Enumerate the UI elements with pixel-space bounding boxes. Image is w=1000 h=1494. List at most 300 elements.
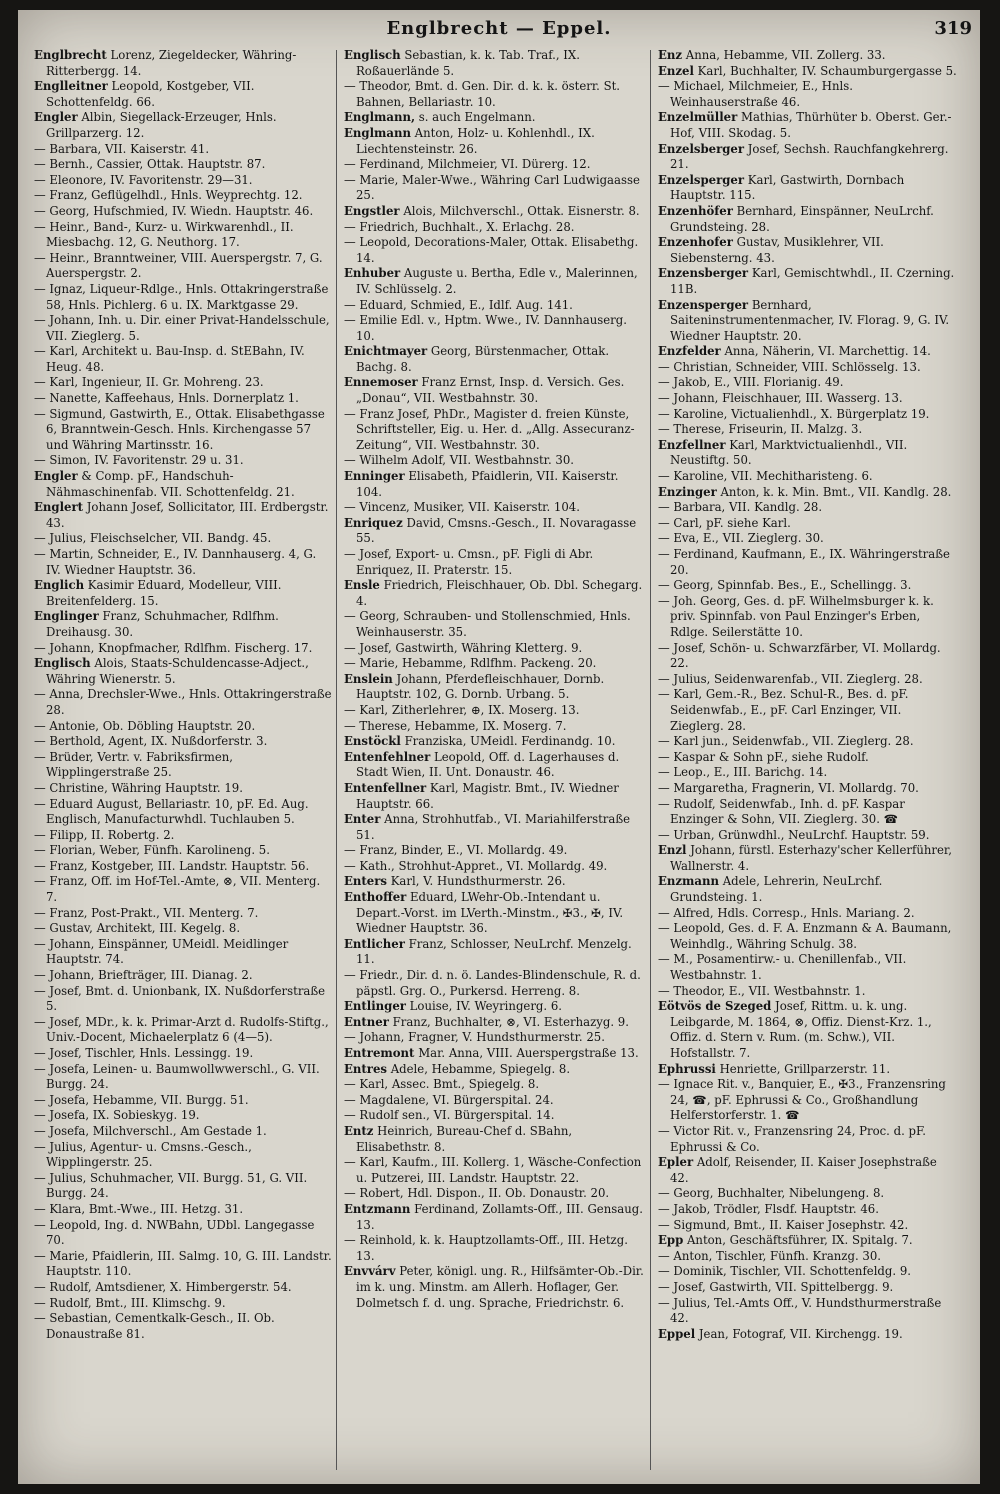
entry-text: — Johann, Briefträger, III. Dianag. 2. xyxy=(34,968,253,983)
entry-text: Louise, IV. Weyringerg. 6. xyxy=(409,999,562,1014)
entry-text: Franz, Buchhalter, ⊗, VI. Esterhazyg. 9. xyxy=(392,1014,629,1029)
entry-text: — Christian, Schneider, VIII. Schlösselg. 13. xyxy=(658,359,921,374)
directory-entry xyxy=(658,1155,958,1186)
entry-surname: Engstler xyxy=(344,203,400,218)
directory-entry xyxy=(344,407,644,454)
directory-entry xyxy=(34,1296,334,1312)
entry-text: — Karl jun., Seidenwfab., VII. Zieglerg. 28. xyxy=(658,734,914,749)
entry-text: Anton, Geschäftsführer, IX. Spitalg. 7. xyxy=(686,1233,913,1248)
directory-entry xyxy=(34,1218,334,1249)
directory-entry xyxy=(344,719,644,735)
entry-text: Jean, Fotograf, VII. Kirchengg. 19. xyxy=(698,1326,903,1341)
entry-surname: Entzmann xyxy=(344,1201,411,1216)
directory-entry xyxy=(34,1108,334,1124)
directory-entry xyxy=(658,110,958,141)
directory-entry xyxy=(34,984,334,1015)
directory-entry xyxy=(34,1280,334,1296)
entry-text: — Karl, Ingenieur, II. Gr. Mohreng. 23. xyxy=(34,375,264,390)
directory-entry xyxy=(658,781,958,797)
entry-text: — Rudolf, Bmt., III. Klimschg. 9. xyxy=(34,1295,226,1310)
entry-text: Bernhard, Einspänner, NeuLrchf. Grundsteing. 28. xyxy=(670,203,934,234)
entry-text: Karl, Gemischtwhdl., II. Czerning. 11B. xyxy=(670,266,955,296)
directory-entry xyxy=(34,921,334,937)
directory-entry xyxy=(658,48,958,64)
entry-text: — Eva, E., VII. Zieglerg. 30. xyxy=(658,531,824,546)
directory-entry xyxy=(344,609,644,640)
entry-text: — Ferdinand, Kaufmann, E., IX. Währingerstraße 20. xyxy=(658,547,950,577)
directory-entry xyxy=(34,734,334,750)
directory-entry xyxy=(34,453,334,469)
directory-entry xyxy=(34,1202,334,1218)
entry-surname: Enzel xyxy=(658,63,694,78)
directory-entry xyxy=(34,188,334,204)
entry-text: Friedrich, Fleischhauer, Ob. Dbl. Schegarg. 4. xyxy=(356,578,643,608)
directory-entry xyxy=(658,750,958,766)
entry-surname: Enzfellner xyxy=(658,437,726,452)
directory-entry xyxy=(344,1062,644,1078)
directory-entry xyxy=(658,984,958,1000)
entry-text: — Johann, Einspänner, UMeidl. Meidlinger Hauptstr. 74. xyxy=(34,936,289,967)
entry-text: Johann Josef, Sollicitator, III. Erdbergstr. 43. xyxy=(46,500,329,530)
directory-entry xyxy=(344,1046,644,1062)
directory-entry xyxy=(658,547,958,578)
entry-surname: Ephrussi xyxy=(658,1061,716,1076)
entry-text: — Florian, Weber, Fünfh. Karolineng. 5. xyxy=(34,843,270,858)
directory-entry xyxy=(34,828,334,844)
directory-entry xyxy=(344,890,644,937)
entry-text: & Comp. pF., Handschuh-Nähmaschinenfab. VII. Schottenfeldg. 21. xyxy=(46,469,295,499)
entry-text: — Georg, Buchhalter, Nibelungeng. 8. xyxy=(658,1186,885,1201)
entry-text: — Karl, Architekt u. Bau-Insp. d. StEBahn, IV. Heug. 48. xyxy=(34,344,305,374)
entry-text: Karl, Buchhalter, IV. Schaumburgergasse 5. xyxy=(697,63,957,78)
directory-entry xyxy=(658,828,958,844)
directory-entry xyxy=(344,79,644,110)
directory-entry xyxy=(34,282,334,313)
entry-surname: Enzelmüller xyxy=(658,110,738,125)
entry-surname: Englleitner xyxy=(34,79,108,94)
directory-entry xyxy=(34,344,334,375)
entry-text: — Theodor, Bmt. d. Gen. Dir. d. k. k. österr. St. Bahnen, Bellariastr. 10. xyxy=(344,79,621,109)
directory-entry xyxy=(344,298,644,314)
entry-text: — Martin, Schneider, E., IV. Dannhauserg. 4, G. IV. Wiedner Hauptstr. 36. xyxy=(34,547,317,577)
entry-text: — Brüder, Vertr. v. Fabriksfirmen, Wipplingerstraße 25. xyxy=(34,749,233,780)
entry-text: — Georg, Schrauben- und Stollenschmied, Hnls. Weinhauserstr. 35. xyxy=(344,609,631,639)
directory-entry xyxy=(34,1171,334,1202)
directory-entry xyxy=(344,547,644,578)
directory-entry xyxy=(344,375,644,406)
entry-surname: Entner xyxy=(344,1014,389,1029)
directory-entry xyxy=(344,1108,644,1124)
entry-text: — Friedrich, Buchhalt., X. Erlachg. 28. xyxy=(344,219,575,234)
directory-entry xyxy=(344,937,644,968)
directory-entry xyxy=(34,750,334,781)
entry-text: — M., Posamentirw.- u. Chenillenfab., VII. Westbahnstr. 1. xyxy=(658,952,907,983)
directory-entry xyxy=(658,407,958,423)
directory-entry xyxy=(344,812,644,843)
entry-text: — Josef, Tischler, Hnls. Lessingg. 19. xyxy=(34,1046,254,1060)
entry-surname: Englmann xyxy=(344,125,411,140)
directory-entry xyxy=(658,344,958,360)
directory-entry xyxy=(344,1202,644,1233)
entry-text: David, Cmsns.-Gesch., II. Novaragasse 55. xyxy=(356,515,637,546)
directory-entry xyxy=(658,391,958,407)
directory-entry xyxy=(658,921,958,952)
entry-text: — Franz Josef, PhDr., Magister d. freien Künste, Schriftsteller, Eig. u. Her. d. „Allg. Assecuranz-Zeitung“, VII. Westbahnstr. 30. xyxy=(344,406,635,452)
directory-entry xyxy=(658,1062,958,1078)
entry-text: Franziska, UMeidl. Ferdinandg. 10. xyxy=(404,734,616,749)
directory-entry xyxy=(658,422,958,438)
directory-entry xyxy=(34,641,334,657)
directory-entry xyxy=(658,797,958,828)
entry-text: — Josef, Export- u. Cmsn., pF. Figli di Abr. Enriquez, II. Praterstr. 15. xyxy=(344,547,594,577)
entry-text: — Eduard, Schmied, E., Idlf. Aug. 141. xyxy=(344,297,573,312)
directory-entry xyxy=(34,859,334,875)
entry-text: — Leopold, Ges. d. F. A. Enzmann & A. Baumann, Weinhdlg., Währing Schulg. 38. xyxy=(658,921,952,951)
entry-text: — Sigmund, Bmt., II. Kaiser Josephstr. 42. xyxy=(658,1217,909,1232)
directory-entry xyxy=(658,142,958,173)
directory-entry xyxy=(658,843,958,874)
directory-entry xyxy=(658,485,958,501)
entry-text: s. auch Engelmann. xyxy=(418,110,536,125)
directory-entry xyxy=(344,266,644,297)
entry-text: — Marie, Pfaidlerin, III. Salmg. 10, G. III. Landstr. Hauptstr. 110. xyxy=(34,1248,332,1279)
entry-surname: Eötvös de Szeged xyxy=(658,999,772,1014)
directory-entry xyxy=(344,1186,644,1202)
directory-entry xyxy=(34,1046,334,1062)
entry-text: — Marie, Maler-Wwe., Währing Carl Ludwigaasse 25. xyxy=(344,172,640,203)
directory-entry xyxy=(34,391,334,407)
entry-text: Karl, Gastwirth, Dornbach Hauptstr. 115. xyxy=(670,172,905,203)
directory-entry xyxy=(34,313,334,344)
directory-entry xyxy=(344,344,644,375)
directory-entry xyxy=(658,266,958,297)
entry-text: — Urban, Grünwdhl., NeuLrchf. Hauptstr. 59. xyxy=(658,827,930,842)
entry-text: — Josefa, Leinen- u. Baumwollwwerschl., G. VII. Burgg. 24. xyxy=(34,1061,320,1092)
directory-entry xyxy=(658,531,958,547)
directory-entry xyxy=(658,672,958,688)
entry-surname: Enstöckl xyxy=(344,734,401,749)
directory-entry xyxy=(658,500,958,516)
entry-text: Anna, Näherin, VI. Marchettig. 14. xyxy=(724,344,931,359)
entry-text: — Jakob, Trödler, Flsdf. Hauptstr. 46. xyxy=(658,1201,879,1216)
entry-surname: Entz xyxy=(344,1123,374,1138)
page-number: 319 xyxy=(934,18,972,39)
entry-surname: Englisch xyxy=(344,48,401,62)
entry-text: — Jakob, E., VIII. Florianig. 49. xyxy=(658,375,844,390)
entry-surname: Enzelsperger xyxy=(658,172,745,187)
directory-entry xyxy=(344,578,644,609)
column-right xyxy=(658,48,958,1478)
directory-entry xyxy=(34,173,334,189)
entry-text: — Georg, Hufschmied, IV. Wiedn. Hauptstr. 46. xyxy=(34,203,314,218)
directory-entry xyxy=(658,687,958,734)
entry-text: — Julius, Agentur- u. Cmsns.-Gesch., Wipplingerstr. 25. xyxy=(34,1139,252,1170)
directory-entry xyxy=(344,1155,644,1186)
directory-entry xyxy=(344,157,644,173)
directory-entry xyxy=(344,641,644,657)
directory-entry xyxy=(658,641,958,672)
entry-text: Heinrich, Bureau-Chef d. SBahn, Elisabethstr. 8. xyxy=(356,1123,573,1154)
directory-entry xyxy=(344,672,644,703)
directory-entry xyxy=(344,453,644,469)
entry-text: — Kaspar & Sohn pF., siehe Rudolf. xyxy=(658,749,869,764)
entry-text: — Josef, Gastwirth, VII. Spittelbergg. 9. xyxy=(658,1279,894,1294)
directory-entry xyxy=(658,375,958,391)
directory-entry xyxy=(34,906,334,922)
entry-text: — Karl, Zitherlehrer, ⊕, IX. Moserg. 13. xyxy=(344,702,580,717)
entry-surname: Enzinger xyxy=(658,484,717,499)
entry-text: Albin, Siegellack-Erzeuger, Hnls. Grillparzerg. 12. xyxy=(46,110,277,140)
directory-entry xyxy=(34,469,334,500)
entry-text: — Bernh., Cassier, Ottak. Hauptstr. 87. xyxy=(34,157,266,172)
entry-text: — Leop., E., III. Barichg. 14. xyxy=(658,765,828,780)
directory-entry xyxy=(658,1264,958,1280)
directory-page xyxy=(18,10,980,1484)
entry-surname: Epp xyxy=(658,1233,684,1248)
directory-entry xyxy=(658,469,958,485)
running-title: Englbrecht — Eppel. xyxy=(386,18,612,39)
entry-text: — Dominik, Tischler, VII. Schottenfeldg. 9. xyxy=(658,1264,911,1279)
entry-surname: Enriquez xyxy=(344,515,403,530)
directory-entry xyxy=(658,438,958,469)
entry-surname: Englbrecht xyxy=(34,48,107,62)
entry-text: — Josef, Bmt. d. Unionbank, IX. Nußdorferstraße 5. xyxy=(34,983,326,1014)
directory-entry xyxy=(658,173,958,204)
entry-text: Mathias, Thürhüter b. Oberst. Ger.-Hof, VIII. Skodag. 5. xyxy=(670,110,952,140)
entry-surname: Enzenhofer xyxy=(658,235,733,250)
directory-entry xyxy=(344,48,644,79)
directory-entry xyxy=(344,968,644,999)
directory-entry xyxy=(658,999,958,1061)
directory-entry xyxy=(34,142,334,158)
entry-text: Elisabeth, Pfaidlerin, VII. Kaiserstr. 104. xyxy=(356,469,619,499)
entry-text: Adele, Hebamme, Spiegelg. 8. xyxy=(390,1061,571,1076)
directory-entry xyxy=(344,1015,644,1031)
entry-text: Peter, königl. ung. R., Hilfsämter-Ob.-Dir. im k. ung. Minstm. am Allerh. Hoflager, Ger. Dolmetsch f. d. ung. Sprache, Friedrichstr. 6. xyxy=(356,1264,644,1310)
directory-entry xyxy=(34,48,334,79)
directory-entry xyxy=(344,235,644,266)
entry-text: — Theodor, E., VII. Westbahnstr. 1. xyxy=(658,983,866,998)
directory-entry xyxy=(344,874,644,890)
entry-surname: Ensle xyxy=(344,578,380,593)
entry-text: — Georg, Spinnfab. Bes., E., Schellingg. 3. xyxy=(658,578,912,593)
directory-entry xyxy=(344,1233,644,1264)
entry-text: Anton, Holz- u. Kohlenhdl., IX. Liechtensteinstr. 26. xyxy=(356,125,595,156)
directory-entry xyxy=(344,1030,644,1046)
entry-text: — Anna, Drechsler-Wwe., Hnls. Ottakringerstraße 28. xyxy=(34,687,332,717)
entry-surname: Enthoffer xyxy=(344,890,407,905)
entry-surname: Enzfelder xyxy=(658,344,721,359)
directory-entry xyxy=(658,64,958,80)
directory-entry xyxy=(34,79,334,110)
directory-entry xyxy=(34,1249,334,1280)
directory-entry xyxy=(658,1077,958,1124)
column-divider xyxy=(336,50,337,1470)
entry-text: — Sigmund, Gastwirth, E., Ottak. Elisabethgasse 6, Branntwein-Gesch. Hnls. Kirchengasse 57 und Währing Martinsstr. 16. xyxy=(34,406,325,452)
directory-entry xyxy=(658,1124,958,1155)
entry-text: — Karoline, VII. Mechitharisteng. 6. xyxy=(658,469,873,484)
entry-text: Anna, Strohhutfab., VI. Mariahilferstraße 51. xyxy=(356,812,631,842)
entry-surname: Englinger xyxy=(34,609,99,624)
directory-entry xyxy=(658,578,958,594)
directory-entry xyxy=(344,173,644,204)
entry-text: — Carl, pF. siehe Karl. xyxy=(658,515,791,530)
entry-text: — Barbara, VII. Kandlg. 28. xyxy=(658,500,823,515)
entry-text: Alois, Milchverschl., Ottak. Eisnerstr. 8. xyxy=(403,203,640,218)
directory-entry xyxy=(34,578,334,609)
directory-entry xyxy=(658,204,958,235)
entry-text: — Emilie Edl. v., Hptm. Wwe., IV. Dannhauserg. 10. xyxy=(344,313,627,343)
entry-text: — Heinr., Band-, Kurz- u. Wirkwarenhdl., II. Miesbachg. 12, G. Neuthorg. 17. xyxy=(34,219,294,250)
entry-text: Ferdinand, Zollamts-Off., III. Gensaug. 13. xyxy=(356,1201,643,1232)
entry-text: Anna, Hebamme, VII. Zollerg. 33. xyxy=(685,48,886,62)
directory-entry xyxy=(34,500,334,531)
directory-entry xyxy=(344,1093,644,1109)
directory-entry xyxy=(34,874,334,905)
entry-text: — Gustav, Architekt, III. Kegelg. 8. xyxy=(34,921,241,936)
entry-text: Adolf, Reisender, II. Kaiser Josephstraße 42. xyxy=(670,1155,937,1185)
directory-entry xyxy=(344,1124,644,1155)
entry-surname: Enters xyxy=(344,874,387,889)
directory-entry xyxy=(344,656,644,672)
directory-entry xyxy=(344,843,644,859)
entry-surname: Entenfellner xyxy=(344,780,427,795)
entry-text: — Friedr., Dir. d. n. ö. Landes-Blindenschule, R. d. päpstl. Grg. O., Purkersd. Herreng. 8. xyxy=(344,968,641,998)
entry-text: — Josef, Schön- u. Schwarzfärber, VI. Mollardg. 22. xyxy=(658,640,941,671)
entry-text: — Antonie, Ob. Döbling Hauptstr. 20. xyxy=(34,718,256,733)
entry-surname: Engler xyxy=(34,110,78,125)
entry-surname: Englisch xyxy=(34,656,91,671)
directory-entry xyxy=(658,1280,958,1296)
directory-entry xyxy=(34,687,334,718)
entry-surname: Enzenhöfer xyxy=(658,203,733,218)
directory-entry xyxy=(344,781,644,812)
directory-entry xyxy=(34,1062,334,1093)
entry-surname: Entenfehlner xyxy=(344,749,431,764)
entry-text: Adele, Lehrerin, NeuLrchf. Grundsteing. 1. xyxy=(670,874,883,905)
entry-surname: Enzl xyxy=(658,843,687,858)
entry-text: — Berthold, Agent, IX. Nußdorferstr. 3. xyxy=(34,734,268,749)
directory-entry xyxy=(34,1015,334,1046)
directory-entry xyxy=(658,906,958,922)
entry-text: — Josefa, Milchverschl., Am Gestade 1. xyxy=(34,1123,267,1138)
entry-text: — Josefa, Hebamme, VII. Burgg. 51. xyxy=(34,1092,249,1107)
directory-entry xyxy=(658,1218,958,1234)
entry-text: — Franz, Binder, E., VI. Mollardg. 49. xyxy=(344,843,568,858)
directory-entry xyxy=(658,1327,958,1343)
entry-text: — Kath., Strohhut-Appret., VI. Mollardg. 49. xyxy=(344,858,608,873)
directory-entry xyxy=(658,360,958,376)
directory-entry xyxy=(344,750,644,781)
entry-surname: Enzensperger xyxy=(658,297,749,312)
directory-entry xyxy=(658,1249,958,1265)
entry-text: Leopold, Kostgeber, VII. Schottenfeldg. 66. xyxy=(46,79,255,109)
entry-text: Josef, Sechsh. Rauchfangkehrerg. 21. xyxy=(670,141,949,172)
directory-entry xyxy=(34,375,334,391)
entry-text: Karl, V. Hundsthurmerstr. 26. xyxy=(390,874,566,889)
entry-text: — Ferdinand, Milchmeier, VI. Dürerg. 12. xyxy=(344,157,591,172)
entry-surname: Envvárv xyxy=(344,1264,396,1279)
directory-entry xyxy=(34,1311,334,1342)
entry-text: — Marie, Hebamme, Rdlfhm. Packeng. 20. xyxy=(344,656,597,671)
entry-text: — Eduard August, Bellariastr. 10, pF. Ed. Aug. Englisch, Manufacturwhdl. Tuchlauben 5. xyxy=(34,796,309,827)
entry-text: — Leopold, Decorations-Maler, Ottak. Elisabethg. 14. xyxy=(344,235,639,265)
entry-text: — Johann, Knopfmacher, Rdlfhm. Fischerg. 17. xyxy=(34,640,313,655)
entry-surname: Engler xyxy=(34,469,78,484)
directory-entry xyxy=(658,1186,958,1202)
entry-text: Eduard, LWehr-Ob.-Intendant u. Depart.-Vorst. im LVerth.-Minstm., ✠3., ✠, IV. Wiedner Hauptstr. 36. xyxy=(356,890,624,936)
entry-surname: Epler xyxy=(658,1155,694,1170)
entry-text: — Barbara, VII. Kaiserstr. 41. xyxy=(34,141,210,156)
entry-surname: Englich xyxy=(34,578,85,593)
entry-text: — Christine, Währing Hauptstr. 19. xyxy=(34,780,243,795)
directory-entry xyxy=(34,609,334,640)
entry-text: — Josef, Gastwirth, Währing Kletterg. 9. xyxy=(344,640,583,655)
directory-entry xyxy=(34,251,334,282)
column-middle xyxy=(344,48,644,1478)
directory-entry xyxy=(344,204,644,220)
entry-text: Sebastian, k. k. Tab. Traf., IX. Roßauerlände 5. xyxy=(356,48,580,78)
entry-surname: Enter xyxy=(344,812,381,827)
directory-entry xyxy=(344,126,644,157)
entry-text: — Wilhelm Adolf, VII. Westbahnstr. 30. xyxy=(344,453,574,468)
directory-entry xyxy=(658,952,958,983)
entry-text: Franz, Schlosser, NeuLrchf. Menzelg. 11. xyxy=(356,936,632,967)
directory-entry xyxy=(344,999,644,1015)
entry-surname: Enninger xyxy=(344,469,405,484)
directory-entry xyxy=(344,313,644,344)
entry-text: — Leopold, Ing. d. NWBahn, UDbl. Langegasse 70. xyxy=(34,1217,315,1248)
entry-text: — Julius, Fleischselcher, VII. Bandg. 45. xyxy=(34,531,272,546)
entry-text: — Franz, Kostgeber, III. Landstr. Hauptstr. 56. xyxy=(34,858,310,873)
directory-entry xyxy=(344,469,644,500)
entry-surname: Enz xyxy=(658,48,683,62)
directory-entry xyxy=(34,547,334,578)
entry-text: Bernhard, Saiteninstrumentenmacher, IV. Florag. 9, G. IV. Wiedner Hauptstr. 20. xyxy=(670,297,950,343)
entry-text: Alois, Staats-Schuldencasse-Adject., Währing Wienerstr. 5. xyxy=(46,656,309,686)
entry-text: — Michael, Milchmeier, E., Hnls. Weinhauserstraße 46. xyxy=(658,79,853,109)
directory-entry xyxy=(658,79,958,110)
directory-entry xyxy=(658,516,958,532)
entry-text: Johann, Pferdefleischhauer, Dornb. Hauptstr. 102, G. Dornb. Urbang. 5. xyxy=(356,671,605,702)
directory-entry xyxy=(658,1202,958,1218)
entry-surname: Entlinger xyxy=(344,999,406,1014)
entry-text: — Robert, Hdl. Dispon., II. Ob. Donaustr. 20. xyxy=(344,1186,610,1201)
entry-text: — Magdalene, VI. Bürgerspital. 24. xyxy=(344,1092,554,1107)
entry-text: — Simon, IV. Favoritenstr. 29 u. 31. xyxy=(34,453,244,468)
directory-entry xyxy=(658,765,958,781)
directory-entry xyxy=(34,1124,334,1140)
entry-text: — Joh. Georg, Ges. d. pF. Wilhelmsburger k. k. priv. Spinnfab. von Paul Enzinger's Erben, Rdlge. Seilerstätte 10. xyxy=(658,593,934,639)
directory-entry xyxy=(34,968,334,984)
directory-entry xyxy=(34,204,334,220)
entry-text: — Heinr., Branntweiner, VIII. Auerspergstr. 7, G. Auerspergstr. 2. xyxy=(34,250,323,281)
entry-text: — Ignace Rit. v., Banquier, E., ✠3., Franzensring 24, ☎, pF. Ephrussi & Co., Großhandlung Helferstorferstr. 1. ☎ xyxy=(658,1077,946,1123)
entry-text: — Rudolf, Seidenwfab., Inh. d. pF. Kaspar Enzinger & Sohn, VII. Zieglerg. 30. ☎ xyxy=(658,796,905,827)
entry-surname: Enhuber xyxy=(344,266,401,281)
entry-text: — Julius, Schuhmacher, VII. Burgg. 51, G. VII. Burgg. 24. xyxy=(34,1170,308,1201)
directory-entry xyxy=(344,110,644,126)
entry-text: — Johann, Fleischhauer, III. Wasserg. 13. xyxy=(658,391,903,406)
entry-text: Georg, Bürstenmacher, Ottak. Bachg. 8. xyxy=(356,344,610,374)
directory-entry xyxy=(34,407,334,454)
directory-entry xyxy=(344,500,644,516)
entry-text: Josef, Rittm. u. k. ung. Leibgarde, M. 1864, ⊗, Offiz. Dienst-Krz. 1., Offiz. d. Stern v. Rum. (m. Schw.), VII. Hofstallstr. 7. xyxy=(670,999,932,1060)
entry-text: — Eleonore, IV. Favoritenstr. 29—31. xyxy=(34,172,253,187)
entry-text: — Sebastian, Cementkalk-Gesch., II. Ob. Donaustraße 81. xyxy=(34,1311,275,1341)
entry-surname: Enzmann xyxy=(658,874,719,889)
directory-entry xyxy=(34,1140,334,1171)
